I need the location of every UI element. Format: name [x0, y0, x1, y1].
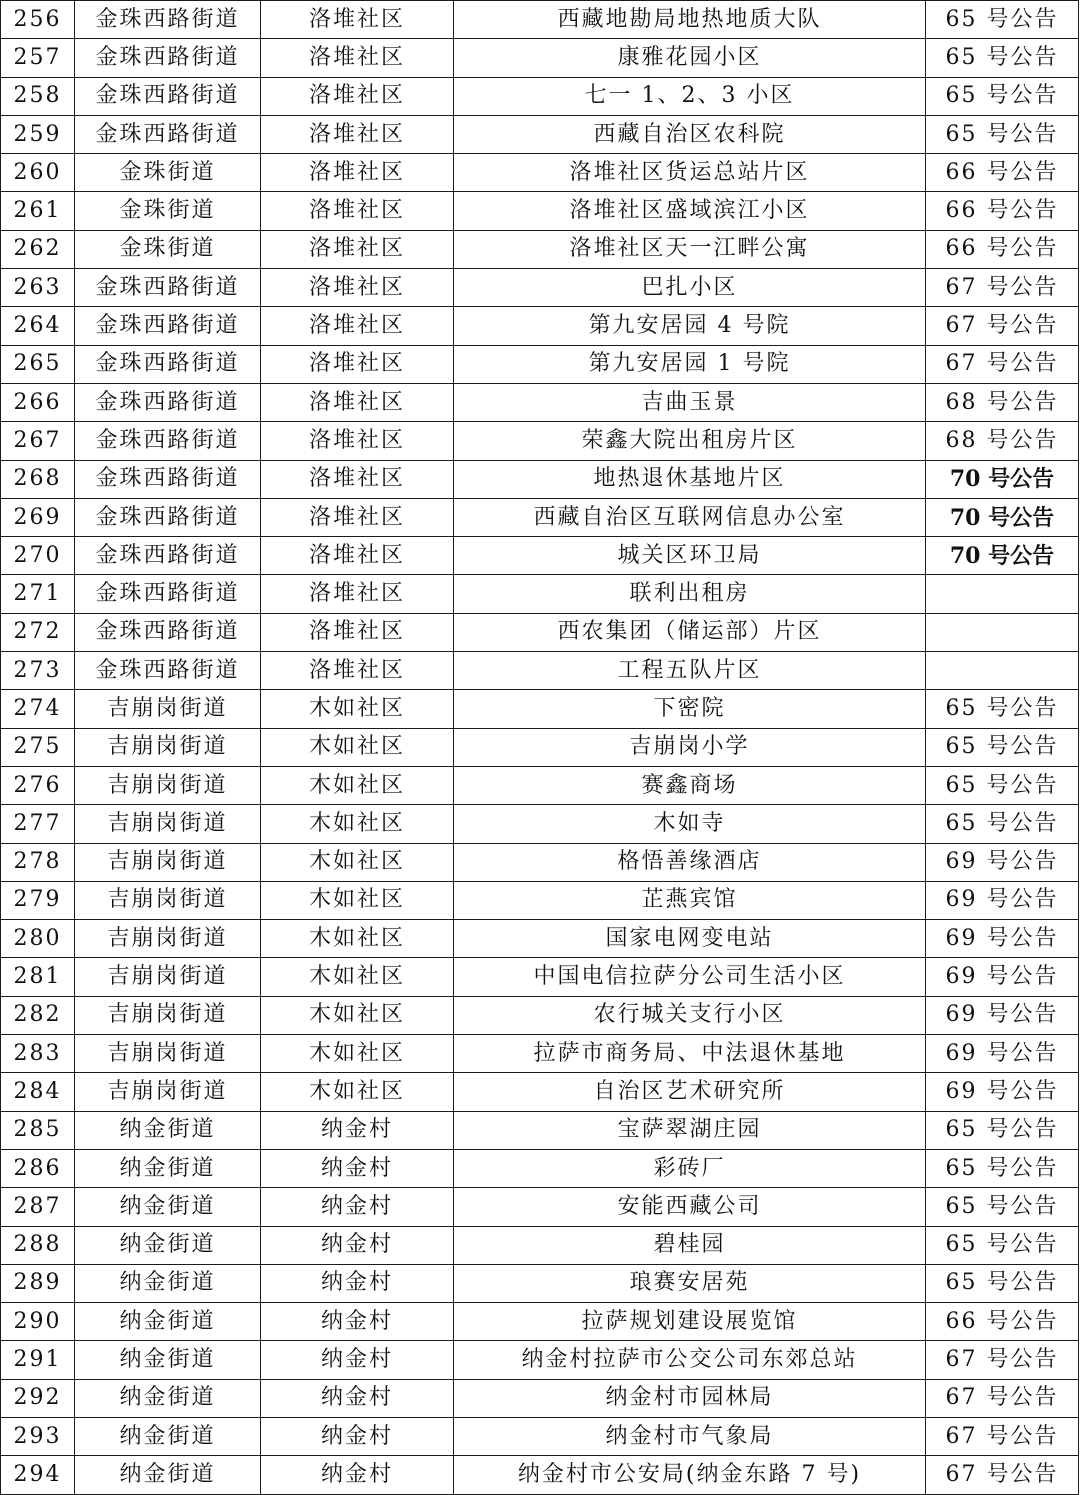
place-cell: 纳金村市公安局(纳金东路 7 号)	[454, 1456, 926, 1494]
row-number-cell: 291	[1, 1341, 75, 1379]
notice-cell: 65 号公告	[926, 115, 1079, 153]
notice-cell: 69 号公告	[926, 843, 1079, 881]
notice-cell: 65 号公告	[926, 805, 1079, 843]
community-cell: 纳金村	[261, 1456, 454, 1494]
street-cell: 吉崩岗街道	[75, 1073, 261, 1111]
table-row	[1, 192, 1079, 230]
street-cell: 金珠西路街道	[75, 77, 261, 115]
row-number-cell: 268	[1, 460, 75, 498]
notice-cell: 70 号公告	[926, 460, 1079, 498]
table-row	[1, 613, 1079, 651]
table-row	[1, 230, 1079, 268]
table-row	[1, 537, 1079, 575]
community-cell: 木如社区	[261, 843, 454, 881]
street-cell: 纳金街道	[75, 1111, 261, 1149]
row-number-cell: 278	[1, 843, 75, 881]
table-row	[1, 690, 1079, 728]
street-cell: 纳金街道	[75, 1149, 261, 1187]
street-cell: 纳金街道	[75, 1264, 261, 1302]
notice-cell: 67 号公告	[926, 269, 1079, 307]
notice-cell: 66 号公告	[926, 230, 1079, 268]
notice-cell: 65 号公告	[926, 1149, 1079, 1187]
street-cell: 吉崩岗街道	[75, 881, 261, 919]
notice-cell: 68 号公告	[926, 422, 1079, 460]
notice-cell: 70 号公告	[926, 498, 1079, 536]
notice-cell: 67 号公告	[926, 345, 1079, 383]
row-number-cell: 272	[1, 613, 75, 651]
community-cell: 木如社区	[261, 805, 454, 843]
notice-cell: 68 号公告	[926, 383, 1079, 421]
place-cell: 格悟善缘酒店	[454, 843, 926, 881]
place-cell: 国家电网变电站	[454, 920, 926, 958]
row-number-cell: 294	[1, 1456, 75, 1494]
notice-cell: 67 号公告	[926, 1456, 1079, 1494]
table-row	[1, 115, 1079, 153]
notice-cell: 65 号公告	[926, 728, 1079, 766]
place-cell: 中国电信拉萨分公司生活小区	[454, 958, 926, 996]
row-number-cell: 293	[1, 1417, 75, 1455]
place-cell: 吉曲玉景	[454, 383, 926, 421]
row-number-cell: 262	[1, 230, 75, 268]
table-row	[1, 154, 1079, 192]
notice-cell: 66 号公告	[926, 154, 1079, 192]
street-cell: 金珠西路街道	[75, 1, 261, 39]
place-cell: 琅赛安居苑	[454, 1264, 926, 1302]
community-cell: 洛堆社区	[261, 383, 454, 421]
row-number-cell: 288	[1, 1226, 75, 1264]
table-row	[1, 307, 1079, 345]
street-cell: 金珠西路街道	[75, 613, 261, 651]
row-number-cell: 275	[1, 728, 75, 766]
table-row	[1, 728, 1079, 766]
street-cell: 吉崩岗街道	[75, 920, 261, 958]
community-cell: 纳金村	[261, 1303, 454, 1341]
row-number-cell: 273	[1, 652, 75, 690]
row-number-cell: 282	[1, 996, 75, 1034]
street-cell: 吉崩岗街道	[75, 1035, 261, 1073]
table-row	[1, 1341, 1079, 1379]
table-row	[1, 77, 1079, 115]
row-number-cell: 277	[1, 805, 75, 843]
place-cell: 纳金村拉萨市公交公司东郊总站	[454, 1341, 926, 1379]
row-number-cell: 265	[1, 345, 75, 383]
row-number-cell: 263	[1, 269, 75, 307]
community-cell: 木如社区	[261, 1073, 454, 1111]
table-row	[1, 345, 1079, 383]
place-cell: 洛堆社区盛域滨江小区	[454, 192, 926, 230]
table-row	[1, 920, 1079, 958]
row-number-cell: 261	[1, 192, 75, 230]
table-row	[1, 498, 1079, 536]
place-cell: 荣鑫大院出租房片区	[454, 422, 926, 460]
place-cell: 纳金村市气象局	[454, 1417, 926, 1455]
row-number-cell: 284	[1, 1073, 75, 1111]
table-row	[1, 1456, 1079, 1494]
table-row	[1, 766, 1079, 804]
place-cell: 第九安居园 4 号院	[454, 307, 926, 345]
street-cell: 金珠西路街道	[75, 422, 261, 460]
community-cell: 纳金村	[261, 1417, 454, 1455]
notice-cell: 67 号公告	[926, 1417, 1079, 1455]
notice-cell: 69 号公告	[926, 1035, 1079, 1073]
place-cell: 拉萨规划建设展览馆	[454, 1303, 926, 1341]
notice-cell	[926, 575, 1079, 613]
community-cell: 洛堆社区	[261, 422, 454, 460]
place-cell: 康雅花园小区	[454, 39, 926, 77]
street-cell: 金珠西路街道	[75, 652, 261, 690]
notice-cell	[926, 613, 1079, 651]
table-row	[1, 1379, 1079, 1417]
street-cell: 吉崩岗街道	[75, 958, 261, 996]
table-row	[1, 1303, 1079, 1341]
row-number-cell: 269	[1, 498, 75, 536]
row-number-cell: 276	[1, 766, 75, 804]
notice-cell: 65 号公告	[926, 39, 1079, 77]
row-number-cell: 281	[1, 958, 75, 996]
table-body	[1, 1, 1079, 1495]
place-cell: 西藏地勘局地热地质大队	[454, 1, 926, 39]
street-cell: 纳金街道	[75, 1303, 261, 1341]
street-cell: 金珠西路街道	[75, 383, 261, 421]
place-cell: 彩砖厂	[454, 1149, 926, 1187]
row-number-cell: 260	[1, 154, 75, 192]
table-row	[1, 1073, 1079, 1111]
street-cell: 金珠西路街道	[75, 498, 261, 536]
street-cell: 金珠西路街道	[75, 537, 261, 575]
table-row	[1, 1226, 1079, 1264]
community-cell: 洛堆社区	[261, 1, 454, 39]
notice-cell: 67 号公告	[926, 1379, 1079, 1417]
table-row	[1, 958, 1079, 996]
community-cell: 木如社区	[261, 1035, 454, 1073]
row-number-cell: 264	[1, 307, 75, 345]
place-cell: 七一 1、2、3 小区	[454, 77, 926, 115]
community-cell: 木如社区	[261, 690, 454, 728]
place-cell: 宝萨翠湖庄园	[454, 1111, 926, 1149]
place-cell: 西藏自治区农科院	[454, 115, 926, 153]
notice-cell: 69 号公告	[926, 920, 1079, 958]
street-cell: 金珠西路街道	[75, 39, 261, 77]
table-row	[1, 881, 1079, 919]
notice-cell: 66 号公告	[926, 1303, 1079, 1341]
street-cell: 吉崩岗街道	[75, 690, 261, 728]
place-cell: 联利出租房	[454, 575, 926, 613]
row-number-cell: 270	[1, 537, 75, 575]
notice-cell: 65 号公告	[926, 1226, 1079, 1264]
place-cell: 拉萨市商务局、中法退休基地	[454, 1035, 926, 1073]
place-cell: 洛堆社区天一江畔公寓	[454, 230, 926, 268]
row-number-cell: 279	[1, 881, 75, 919]
notice-cell: 65 号公告	[926, 766, 1079, 804]
row-number-cell: 289	[1, 1264, 75, 1302]
community-cell: 洛堆社区	[261, 537, 454, 575]
table-row	[1, 1264, 1079, 1302]
community-cell: 木如社区	[261, 996, 454, 1034]
place-cell: 西农集团（储运部）片区	[454, 613, 926, 651]
row-number-cell: 256	[1, 1, 75, 39]
table-row	[1, 1035, 1079, 1073]
row-number-cell: 266	[1, 383, 75, 421]
place-cell: 赛鑫商场	[454, 766, 926, 804]
notice-cell: 69 号公告	[926, 996, 1079, 1034]
community-cell: 木如社区	[261, 920, 454, 958]
street-cell: 金珠西路街道	[75, 345, 261, 383]
table-row	[1, 39, 1079, 77]
community-cell: 纳金村	[261, 1188, 454, 1226]
row-number-cell: 259	[1, 115, 75, 153]
notice-cell: 65 号公告	[926, 1188, 1079, 1226]
row-number-cell: 283	[1, 1035, 75, 1073]
row-number-cell: 287	[1, 1188, 75, 1226]
notice-cell: 67 号公告	[926, 1341, 1079, 1379]
community-cell: 洛堆社区	[261, 77, 454, 115]
table-row	[1, 1, 1079, 39]
place-cell: 工程五队片区	[454, 652, 926, 690]
row-number-cell: 267	[1, 422, 75, 460]
street-cell: 金珠西路街道	[75, 460, 261, 498]
notice-cell: 65 号公告	[926, 1111, 1079, 1149]
notice-cell: 69 号公告	[926, 881, 1079, 919]
community-cell: 木如社区	[261, 958, 454, 996]
notice-cell: 65 号公告	[926, 77, 1079, 115]
place-cell: 下密院	[454, 690, 926, 728]
community-cell: 洛堆社区	[261, 652, 454, 690]
table-row	[1, 1188, 1079, 1226]
place-cell: 地热退休基地片区	[454, 460, 926, 498]
community-cell: 纳金村	[261, 1341, 454, 1379]
notice-cell: 69 号公告	[926, 1073, 1079, 1111]
community-cell: 洛堆社区	[261, 307, 454, 345]
street-cell: 金珠街道	[75, 230, 261, 268]
table-row	[1, 422, 1079, 460]
community-cell: 纳金村	[261, 1149, 454, 1187]
place-cell: 碧桂园	[454, 1226, 926, 1264]
community-cell: 纳金村	[261, 1226, 454, 1264]
place-cell: 巴扎小区	[454, 269, 926, 307]
community-cell: 木如社区	[261, 728, 454, 766]
street-cell: 纳金街道	[75, 1341, 261, 1379]
street-cell: 金珠街道	[75, 192, 261, 230]
street-cell: 吉崩岗街道	[75, 766, 261, 804]
notice-cell	[926, 652, 1079, 690]
community-cell: 木如社区	[261, 766, 454, 804]
table-row	[1, 383, 1079, 421]
street-cell: 纳金街道	[75, 1456, 261, 1494]
street-cell: 纳金街道	[75, 1188, 261, 1226]
street-cell: 吉崩岗街道	[75, 996, 261, 1034]
street-cell: 纳金街道	[75, 1417, 261, 1455]
table-row	[1, 996, 1079, 1034]
community-cell: 洛堆社区	[261, 613, 454, 651]
table-row	[1, 269, 1079, 307]
street-cell: 吉崩岗街道	[75, 805, 261, 843]
notice-cell: 65 号公告	[926, 1, 1079, 39]
community-cell: 洛堆社区	[261, 192, 454, 230]
place-cell: 安能西藏公司	[454, 1188, 926, 1226]
place-cell: 芷燕宾馆	[454, 881, 926, 919]
community-cell: 洛堆社区	[261, 460, 454, 498]
place-cell: 木如寺	[454, 805, 926, 843]
street-cell: 纳金街道	[75, 1226, 261, 1264]
community-cell: 洛堆社区	[261, 345, 454, 383]
table-row	[1, 1417, 1079, 1455]
notice-cell: 65 号公告	[926, 690, 1079, 728]
row-number-cell: 258	[1, 77, 75, 115]
row-number-cell: 271	[1, 575, 75, 613]
notice-cell: 69 号公告	[926, 958, 1079, 996]
community-cell: 纳金村	[261, 1111, 454, 1149]
place-cell: 自治区艺术研究所	[454, 1073, 926, 1111]
table-row	[1, 843, 1079, 881]
place-cell: 纳金村市园林局	[454, 1379, 926, 1417]
community-cell: 洛堆社区	[261, 498, 454, 536]
community-cell: 洛堆社区	[261, 575, 454, 613]
place-cell: 西藏自治区互联网信息办公室	[454, 498, 926, 536]
notice-cell: 65 号公告	[926, 1264, 1079, 1302]
table-row	[1, 460, 1079, 498]
table-row	[1, 575, 1079, 613]
street-cell: 金珠西路街道	[75, 115, 261, 153]
street-cell: 吉崩岗街道	[75, 728, 261, 766]
table-row	[1, 1149, 1079, 1187]
street-cell: 金珠西路街道	[75, 575, 261, 613]
table-row	[1, 805, 1079, 843]
row-number-cell: 274	[1, 690, 75, 728]
row-number-cell: 285	[1, 1111, 75, 1149]
community-cell: 洛堆社区	[261, 230, 454, 268]
community-cell: 木如社区	[261, 881, 454, 919]
street-cell: 金珠街道	[75, 154, 261, 192]
place-cell: 城关区环卫局	[454, 537, 926, 575]
community-cell: 洛堆社区	[261, 39, 454, 77]
street-cell: 金珠西路街道	[75, 307, 261, 345]
row-number-cell: 292	[1, 1379, 75, 1417]
notice-cell: 70 号公告	[926, 537, 1079, 575]
community-cell: 洛堆社区	[261, 269, 454, 307]
notice-cell: 66 号公告	[926, 192, 1079, 230]
notice-cell: 67 号公告	[926, 307, 1079, 345]
place-cell: 农行城关支行小区	[454, 996, 926, 1034]
street-cell: 金珠西路街道	[75, 269, 261, 307]
place-cell: 吉崩岗小学	[454, 728, 926, 766]
community-cell: 纳金村	[261, 1264, 454, 1302]
community-cell: 纳金村	[261, 1379, 454, 1417]
row-number-cell: 280	[1, 920, 75, 958]
table-row	[1, 1111, 1079, 1149]
community-cell: 洛堆社区	[261, 154, 454, 192]
community-cell: 洛堆社区	[261, 115, 454, 153]
place-cell: 第九安居园 1 号院	[454, 345, 926, 383]
street-cell: 吉崩岗街道	[75, 843, 261, 881]
street-cell: 纳金街道	[75, 1379, 261, 1417]
row-number-cell: 257	[1, 39, 75, 77]
place-cell: 洛堆社区货运总站片区	[454, 154, 926, 192]
row-number-cell: 290	[1, 1303, 75, 1341]
table-row	[1, 652, 1079, 690]
row-number-cell: 286	[1, 1149, 75, 1187]
